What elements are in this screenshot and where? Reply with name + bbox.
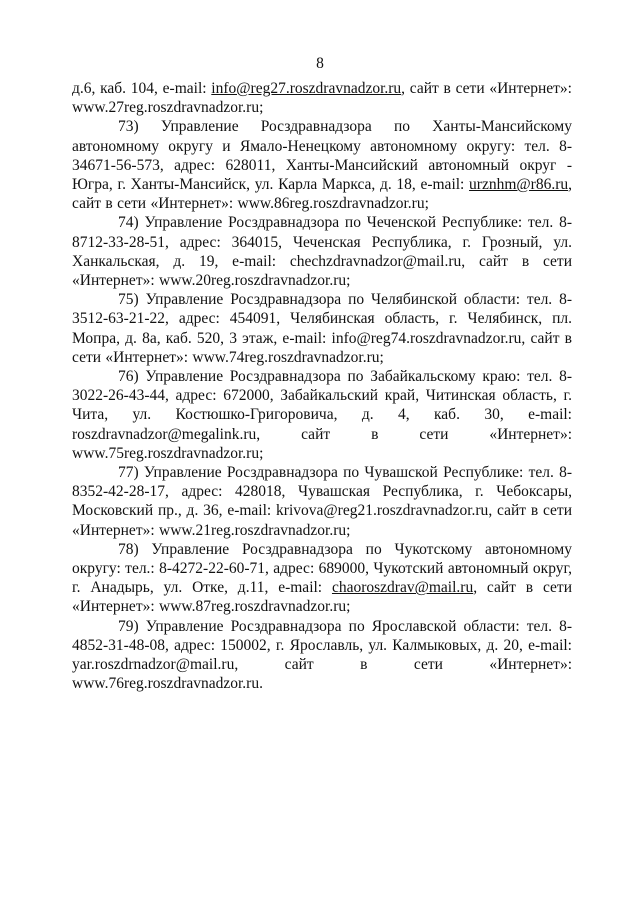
paragraph-72-continuation [72, 79, 572, 117]
email-text: info@reg74.roszdravnadzor.ru [331, 329, 522, 347]
email-text: krivova@reg21.roszdravnadzor.ru [276, 502, 489, 520]
paragraph-77 [72, 463, 572, 540]
paragraph-74 [72, 213, 572, 290]
paragraph-text: д.6, каб. 104, e-mail: [72, 80, 212, 97]
email-link[interactable]: info@reg27.roszdravnadzor.ru [211, 80, 402, 97]
email-link[interactable]: chaoroszdrav@mail.ru [331, 579, 474, 597]
paragraph-73 [72, 117, 572, 213]
paragraph-text: , сайт в сети «Интернет»: www.86reg.roszdravnadzor.ru; [72, 176, 572, 213]
paragraph-text: , сайт в сети «Интернет»: www.87reg.roszdravnadzor.ru; [72, 579, 572, 616]
paragraph-text: 74) Управление Росздравнадзора по Чеченской Республике: тел. 8-8712-33-28-51, адрес: 364015, Чеченская Республика, г. Грозный, ул. Ханкальская, д. 19, e-mail: [72, 214, 572, 270]
email-link[interactable]: urznhm@r86.ru [469, 176, 569, 194]
paragraph-text: , сайт в сети «Интернет»: www.76reg.roszdravnadzor.ru. [72, 656, 572, 693]
email-text: yar.roszdrnadzor@mail.ru [72, 656, 235, 674]
paragraph-text: 77) Управление Росздравнадзора по Чувашской Республике: тел. 8-8352-42-28-17, адрес: 428018, Чувашская Республика, г. Чебоксары, Московский пр., д. 36, e-mail: [72, 464, 572, 520]
document-body [72, 79, 572, 694]
email-text: chechzdravnadzor@mail.ru [289, 252, 462, 270]
paragraph-text: 79) Управление Росздравнадзора по Ярославской области: тел. 8-4852-31-48-08, адрес: 150002, г. Ярославль, ул. Калмыковых, д. 20, e-mail: [72, 617, 572, 654]
paragraph-text: 75) Управление Росздравнадзора по Челябинской области: тел. 8-3512-63-21-22, адрес: 454091, Челябинская область, г. Челябинск, пл. Мопра, д. 8а, каб. 520, 3 этаж, e-mail: [72, 291, 572, 347]
paragraph-text: , сайт в сети «Интернет»: www.20reg.roszdravnadzor.ru; [72, 252, 572, 290]
paragraph-78 [72, 540, 572, 617]
paragraph-text: 78) Управление Росздравнадзора по Чукотскому автономному округу: тел.: 8-4272-22-60-71, адрес: 689000, Чукотский автономный округ, г. Анадырь, ул. Отке, д.11, e-mail: [72, 540, 572, 597]
paragraph-text: , сайт в сети «Интернет»: www.74reg.roszdravnadzor.ru; [72, 329, 572, 366]
paragraph-text: , сайт в сети «Интернет»: www.21reg.roszdravnadzor.ru; [72, 502, 572, 539]
paragraph-text: 76) Управление Росздравнадзора по Забайкальскому краю: тел. 8-3022-26-43-44, адрес: 672000, Забайкальский край, Читинская область, г. Чита, ул. Костюшко-Григоровича, д. 4, каб. 30, e-mail: [72, 368, 572, 424]
paragraph-79 [72, 617, 572, 694]
paragraph-text: , сайт в сети «Интернет»: www.75reg.roszdravnadzor.ru; [72, 425, 572, 462]
paragraph-75 [72, 290, 572, 367]
email-text: roszdravnadzor@megalink.ru [72, 425, 257, 443]
paragraph-text: 73) Управление Росздравнадзора по Ханты-Мансийскому автономному округу и Ямало-Ненецкому автономному округу: тел. 8-34671-56-573, адрес: 628011, Ханты-Мансийский автономный округ - Югра, г. Ханты-Мансийск, ул. Карла Маркса, д. 18, e-mail: [72, 118, 572, 194]
paragraph-76 [72, 367, 572, 463]
page-number: 8 [316, 55, 324, 72]
paragraph-text: , сайт в сети «Интернет»: www.27reg.roszdravnadzor.ru; [72, 80, 572, 117]
